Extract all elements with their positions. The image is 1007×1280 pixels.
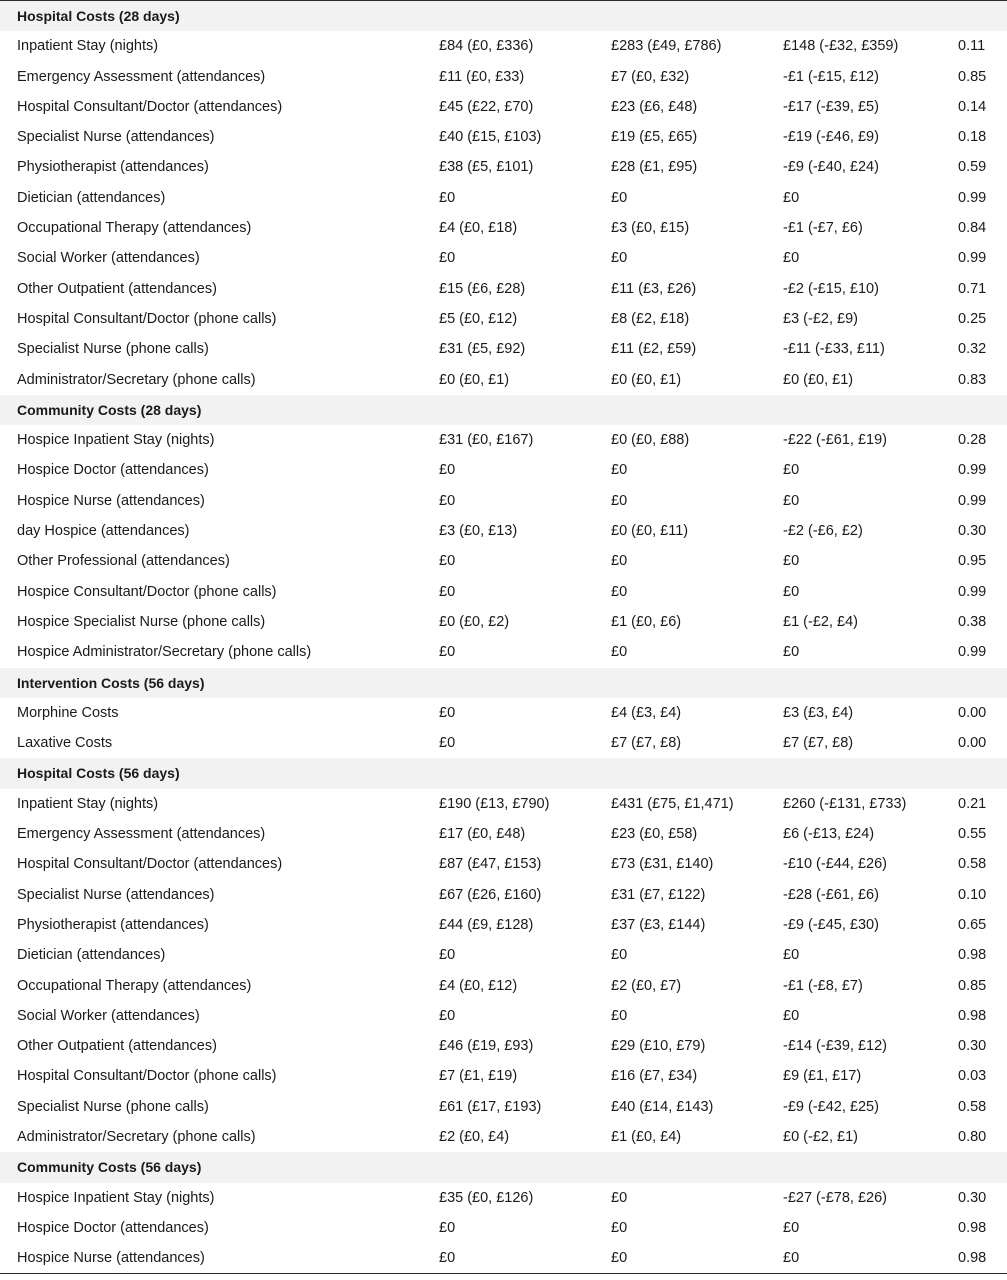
cost-group-b: £0	[611, 553, 628, 570]
row-label: Other Outpatient (attendances)	[17, 1038, 217, 1055]
table-row	[0, 637, 1007, 667]
p-value: 0.00	[958, 735, 987, 752]
p-value: 0.18	[958, 129, 987, 146]
table-row	[0, 1061, 1007, 1091]
section-header-row	[0, 758, 1007, 788]
cost-difference: -£17 (-£39, £5)	[783, 98, 879, 115]
p-value: 0.95	[958, 553, 987, 570]
cost-difference: -£2 (-£15, £10)	[783, 280, 879, 297]
cost-group-b: £1 (£0, £6)	[611, 613, 682, 630]
row-label: Administrator/Secretary (phone calls)	[17, 371, 256, 388]
cost-group-b: £0	[611, 583, 628, 600]
cost-group-b: £0	[611, 189, 628, 206]
cost-group-a: £44 (£9, £128)	[439, 916, 534, 933]
cost-group-a: £0	[439, 644, 456, 661]
table-row	[0, 789, 1007, 819]
cost-group-a: £7 (£1, £19)	[439, 1068, 518, 1085]
table-row	[0, 152, 1007, 182]
table-row	[0, 183, 1007, 213]
cost-group-b: £0	[611, 462, 628, 479]
p-value: 0.98	[958, 1219, 987, 1236]
table-row	[0, 213, 1007, 243]
table-row	[0, 698, 1007, 728]
cost-group-b: £37 (£3, £144)	[611, 916, 706, 933]
p-value: 0.00	[958, 704, 987, 721]
section-title: Hospital Costs (56 days)	[17, 765, 180, 782]
table-row	[0, 910, 1007, 940]
row-label: Specialist Nurse (phone calls)	[17, 1098, 209, 1115]
cost-difference: -£1 (-£7, £6)	[783, 220, 863, 237]
cost-group-b: £7 (£0, £32)	[611, 68, 690, 85]
table-row	[0, 940, 1007, 970]
table-row	[0, 728, 1007, 758]
row-label: Specialist Nurse (attendances)	[17, 886, 215, 903]
table-row	[0, 92, 1007, 122]
cost-group-a: £17 (£0, £48)	[439, 826, 526, 843]
cost-group-a: £38 (£5, £101)	[439, 159, 534, 176]
row-label: Hospice Consultant/Doctor (phone calls)	[17, 583, 277, 600]
table-row	[0, 516, 1007, 546]
p-value: 0.98	[958, 1250, 987, 1267]
cost-difference: -£28 (-£61, £6)	[783, 886, 879, 903]
row-label: Occupational Therapy (attendances)	[17, 220, 252, 237]
p-value: 0.58	[958, 856, 987, 873]
cost-group-b: £0 (£0, £88)	[611, 432, 690, 449]
cost-group-b: £3 (£0, £15)	[611, 220, 690, 237]
cost-difference: -£9 (-£42, £25)	[783, 1098, 879, 1115]
p-value: 0.38	[958, 613, 987, 630]
cost-group-a: £87 (£47, £153)	[439, 856, 542, 873]
p-value: 0.14	[958, 98, 987, 115]
cost-group-a: £0	[439, 1250, 456, 1267]
cost-difference: £148 (-£32, £359)	[783, 38, 899, 55]
row-label: Occupational Therapy (attendances)	[17, 977, 252, 994]
p-value: 0.80	[958, 1128, 987, 1145]
table-row	[0, 1243, 1007, 1273]
row-label: Hospital Consultant/Doctor (attendances)	[17, 856, 283, 873]
cost-group-a: £35 (£0, £126)	[439, 1189, 534, 1206]
row-label: Physiotherapist (attendances)	[17, 159, 209, 176]
cost-group-b: £0	[611, 250, 628, 267]
section-title: Community Costs (28 days)	[17, 401, 202, 418]
row-label: Physiotherapist (attendances)	[17, 916, 209, 933]
p-value: 0.65	[958, 916, 987, 933]
cost-group-b: £0	[611, 947, 628, 964]
table-row	[0, 1213, 1007, 1243]
cost-difference: £0	[783, 947, 800, 964]
table-row	[0, 274, 1007, 304]
p-value: 0.32	[958, 341, 987, 358]
cost-difference: £7 (£7, £8)	[783, 735, 854, 752]
row-label: Dietician (attendances)	[17, 189, 166, 206]
p-value: 0.98	[958, 1007, 987, 1024]
cost-group-b: £0	[611, 1189, 628, 1206]
cost-group-b: £1 (£0, £4)	[611, 1128, 682, 1145]
p-value: 0.83	[958, 371, 987, 388]
cost-difference: £3 (£3, £4)	[783, 704, 854, 721]
cost-group-a: £0	[439, 704, 456, 721]
row-label: Specialist Nurse (phone calls)	[17, 341, 209, 358]
row-label: Hospice Nurse (attendances)	[17, 492, 205, 509]
p-value: 0.99	[958, 462, 987, 479]
table-row	[0, 1122, 1007, 1152]
cost-group-a: £0	[439, 735, 456, 752]
row-label: Inpatient Stay (nights)	[17, 38, 159, 55]
p-value: 0.30	[958, 1189, 987, 1206]
table-row	[0, 1183, 1007, 1213]
cost-group-a: £0	[439, 462, 456, 479]
table-row	[0, 971, 1007, 1001]
cost-group-b: £0	[611, 492, 628, 509]
cost-difference: -£19 (-£46, £9)	[783, 129, 879, 146]
cost-group-b: £2 (£0, £7)	[611, 977, 682, 994]
cost-difference: £0	[783, 462, 800, 479]
cost-group-b: £40 (£14, £143)	[611, 1098, 714, 1115]
p-value: 0.99	[958, 644, 987, 661]
p-value: 0.58	[958, 1098, 987, 1115]
table-row	[0, 819, 1007, 849]
p-value: 0.99	[958, 189, 987, 206]
cost-difference: -£14 (-£39, £12)	[783, 1038, 887, 1055]
cost-difference: -£22 (-£61, £19)	[783, 432, 887, 449]
cost-difference: -£11 (-£33, £11)	[783, 341, 885, 358]
p-value: 0.84	[958, 220, 987, 237]
row-label: Hospice Nurse (attendances)	[17, 1250, 205, 1267]
cost-difference: £0 (£0, £1)	[783, 371, 854, 388]
cost-difference: £0	[783, 189, 800, 206]
cost-group-a: £11 (£0, £33)	[439, 68, 525, 85]
row-label: Dietician (attendances)	[17, 947, 166, 964]
cost-difference: -£2 (-£6, £2)	[783, 523, 863, 540]
cost-difference: £0	[783, 583, 800, 600]
section-header-row	[0, 1152, 1007, 1182]
section-header-row	[0, 395, 1007, 425]
row-label: Hospice Inpatient Stay (nights)	[17, 1189, 215, 1206]
cost-difference: £0	[783, 250, 800, 267]
cost-group-a: £2 (£0, £4)	[439, 1128, 510, 1145]
cost-difference: £0	[783, 1007, 800, 1024]
table-row	[0, 486, 1007, 516]
cost-group-a: £0	[439, 553, 456, 570]
table-row	[0, 243, 1007, 273]
cost-group-b: £28 (£1, £95)	[611, 159, 698, 176]
cost-difference: -£27 (-£78, £26)	[783, 1189, 887, 1206]
cost-group-a: £46 (£19, £93)	[439, 1038, 534, 1055]
cost-group-b: £0	[611, 1219, 628, 1236]
cost-group-a: £0	[439, 947, 456, 964]
p-value: 0.30	[958, 523, 987, 540]
cost-difference: £1 (-£2, £4)	[783, 613, 858, 630]
section-header-row	[0, 668, 1007, 698]
row-label: Hospice Doctor (attendances)	[17, 1219, 209, 1236]
row-label: Social Worker (attendances)	[17, 250, 200, 267]
cost-group-b: £73 (£31, £140)	[611, 856, 714, 873]
table-row	[0, 546, 1007, 576]
table-row	[0, 62, 1007, 92]
table-row	[0, 1092, 1007, 1122]
cost-group-a: £3 (£0, £13)	[439, 523, 518, 540]
cost-group-a: £0	[439, 583, 456, 600]
cost-group-b: £11 (£3, £26)	[611, 280, 697, 297]
cost-group-a: £0 (£0, £1)	[439, 371, 510, 388]
cost-group-a: £84 (£0, £336)	[439, 38, 534, 55]
row-label: Hospice Administrator/Secretary (phone calls)	[17, 644, 312, 661]
cost-group-b: £0	[611, 1250, 628, 1267]
cost-group-b: £0 (£0, £1)	[611, 371, 682, 388]
cost-group-b: £4 (£3, £4)	[611, 704, 682, 721]
row-label: Other Outpatient (attendances)	[17, 280, 217, 297]
row-label: Administrator/Secretary (phone calls)	[17, 1128, 256, 1145]
cost-difference: -£9 (-£40, £24)	[783, 159, 879, 176]
cost-group-b: £19 (£5, £65)	[611, 129, 698, 146]
row-label: Hospital Consultant/Doctor (attendances)	[17, 98, 283, 115]
cost-group-b: £8 (£2, £18)	[611, 310, 690, 327]
section-title: Intervention Costs (56 days)	[17, 674, 205, 691]
cost-group-a: £4 (£0, £12)	[439, 977, 518, 994]
cost-group-b: £23 (£6, £48)	[611, 98, 698, 115]
cost-group-a: £4 (£0, £18)	[439, 220, 518, 237]
cost-difference: -£10 (-£44, £26)	[783, 856, 887, 873]
table-row	[0, 31, 1007, 61]
cost-group-b: £29 (£10, £79)	[611, 1038, 706, 1055]
cost-group-a: £0	[439, 189, 456, 206]
row-label: Emergency Assessment (attendances)	[17, 68, 266, 85]
p-value: 0.98	[958, 947, 987, 964]
p-value: 0.30	[958, 1038, 987, 1055]
table-row	[0, 455, 1007, 485]
cost-group-a: £40 (£15, £103)	[439, 129, 542, 146]
table-row	[0, 122, 1007, 152]
p-value: 0.85	[958, 977, 987, 994]
row-label: Emergency Assessment (attendances)	[17, 826, 266, 843]
cost-group-b: £0 (£0, £11)	[611, 523, 689, 540]
table-row	[0, 304, 1007, 334]
table-row	[0, 880, 1007, 910]
cost-group-b: £11 (£2, £59)	[611, 341, 697, 358]
p-value: 0.21	[958, 795, 987, 812]
p-value: 0.71	[958, 280, 987, 297]
p-value: 0.03	[958, 1068, 987, 1085]
p-value: 0.99	[958, 583, 987, 600]
cost-group-b: £0	[611, 644, 628, 661]
cost-difference: £0 (-£2, £1)	[783, 1128, 858, 1145]
cost-difference: £9 (£1, £17)	[783, 1068, 862, 1085]
row-label: Laxative Costs	[17, 735, 113, 752]
row-label: Social Worker (attendances)	[17, 1007, 200, 1024]
row-label: Hospice Inpatient Stay (nights)	[17, 432, 215, 449]
table-row	[0, 607, 1007, 637]
p-value: 0.55	[958, 826, 987, 843]
cost-group-a: £0	[439, 492, 456, 509]
cost-group-b: £7 (£7, £8)	[611, 735, 682, 752]
cost-group-b: £431 (£75, £1,471)	[611, 795, 734, 812]
cost-group-b: £23 (£0, £58)	[611, 826, 698, 843]
cost-difference: -£1 (-£15, £12)	[783, 68, 879, 85]
cost-difference: -£1 (-£8, £7)	[783, 977, 863, 994]
p-value: 0.11	[958, 38, 986, 55]
row-label: Other Professional (attendances)	[17, 553, 230, 570]
p-value: 0.10	[958, 886, 987, 903]
cost-difference: £0	[783, 644, 800, 661]
p-value: 0.99	[958, 492, 987, 509]
p-value: 0.99	[958, 250, 987, 267]
table-row	[0, 849, 1007, 879]
cost-group-b: £0	[611, 1007, 628, 1024]
cost-group-a: £5 (£0, £12)	[439, 310, 518, 327]
cost-group-b: £283 (£49, £786)	[611, 38, 722, 55]
cost-difference: £0	[783, 1250, 800, 1267]
row-label: Hospital Consultant/Doctor (phone calls)	[17, 310, 277, 327]
cost-group-a: £45 (£22, £70)	[439, 98, 534, 115]
cost-difference: £260 (-£131, £733)	[783, 795, 907, 812]
table-row	[0, 425, 1007, 455]
table-row	[0, 1031, 1007, 1061]
p-value: 0.85	[958, 68, 987, 85]
cost-difference: £6 (-£13, £24)	[783, 826, 875, 843]
table-row	[0, 577, 1007, 607]
cost-group-a: £0	[439, 250, 456, 267]
table-row	[0, 334, 1007, 364]
cost-group-a: £0 (£0, £2)	[439, 613, 510, 630]
row-label: Hospice Doctor (attendances)	[17, 462, 209, 479]
p-value: 0.28	[958, 432, 987, 449]
row-label: Specialist Nurse (attendances)	[17, 129, 215, 146]
p-value: 0.25	[958, 310, 987, 327]
cost-difference: -£9 (-£45, £30)	[783, 916, 879, 933]
cost-group-a: £61 (£17, £193)	[439, 1098, 542, 1115]
cost-group-a: £0	[439, 1007, 456, 1024]
row-label: Morphine Costs	[17, 704, 119, 721]
row-label: Hospital Consultant/Doctor (phone calls)	[17, 1068, 277, 1085]
row-label: Inpatient Stay (nights)	[17, 795, 159, 812]
cost-group-a: £67 (£26, £160)	[439, 886, 542, 903]
cost-group-a: £31 (£0, £167)	[439, 432, 534, 449]
cost-group-b: £31 (£7, £122)	[611, 886, 706, 903]
table-row	[0, 1001, 1007, 1031]
cost-group-a: £31 (£5, £92)	[439, 341, 526, 358]
cost-difference: £0	[783, 492, 800, 509]
row-label: Hospice Specialist Nurse (phone calls)	[17, 613, 266, 630]
cost-group-a: £0	[439, 1219, 456, 1236]
cost-difference: £0	[783, 1219, 800, 1236]
cost-group-a: £15 (£6, £28)	[439, 280, 526, 297]
p-value: 0.59	[958, 159, 987, 176]
cost-difference: £3 (-£2, £9)	[783, 310, 858, 327]
table-row	[0, 365, 1007, 395]
cost-group-b: £16 (£7, £34)	[611, 1068, 698, 1085]
cost-difference: £0	[783, 553, 800, 570]
section-header-row	[0, 1, 1007, 31]
section-title: Community Costs (56 days)	[17, 1159, 202, 1176]
cost-group-a: £190 (£13, £790)	[439, 795, 550, 812]
section-title: Hospital Costs (28 days)	[17, 8, 180, 24]
row-label: day Hospice (attendances)	[17, 523, 190, 540]
